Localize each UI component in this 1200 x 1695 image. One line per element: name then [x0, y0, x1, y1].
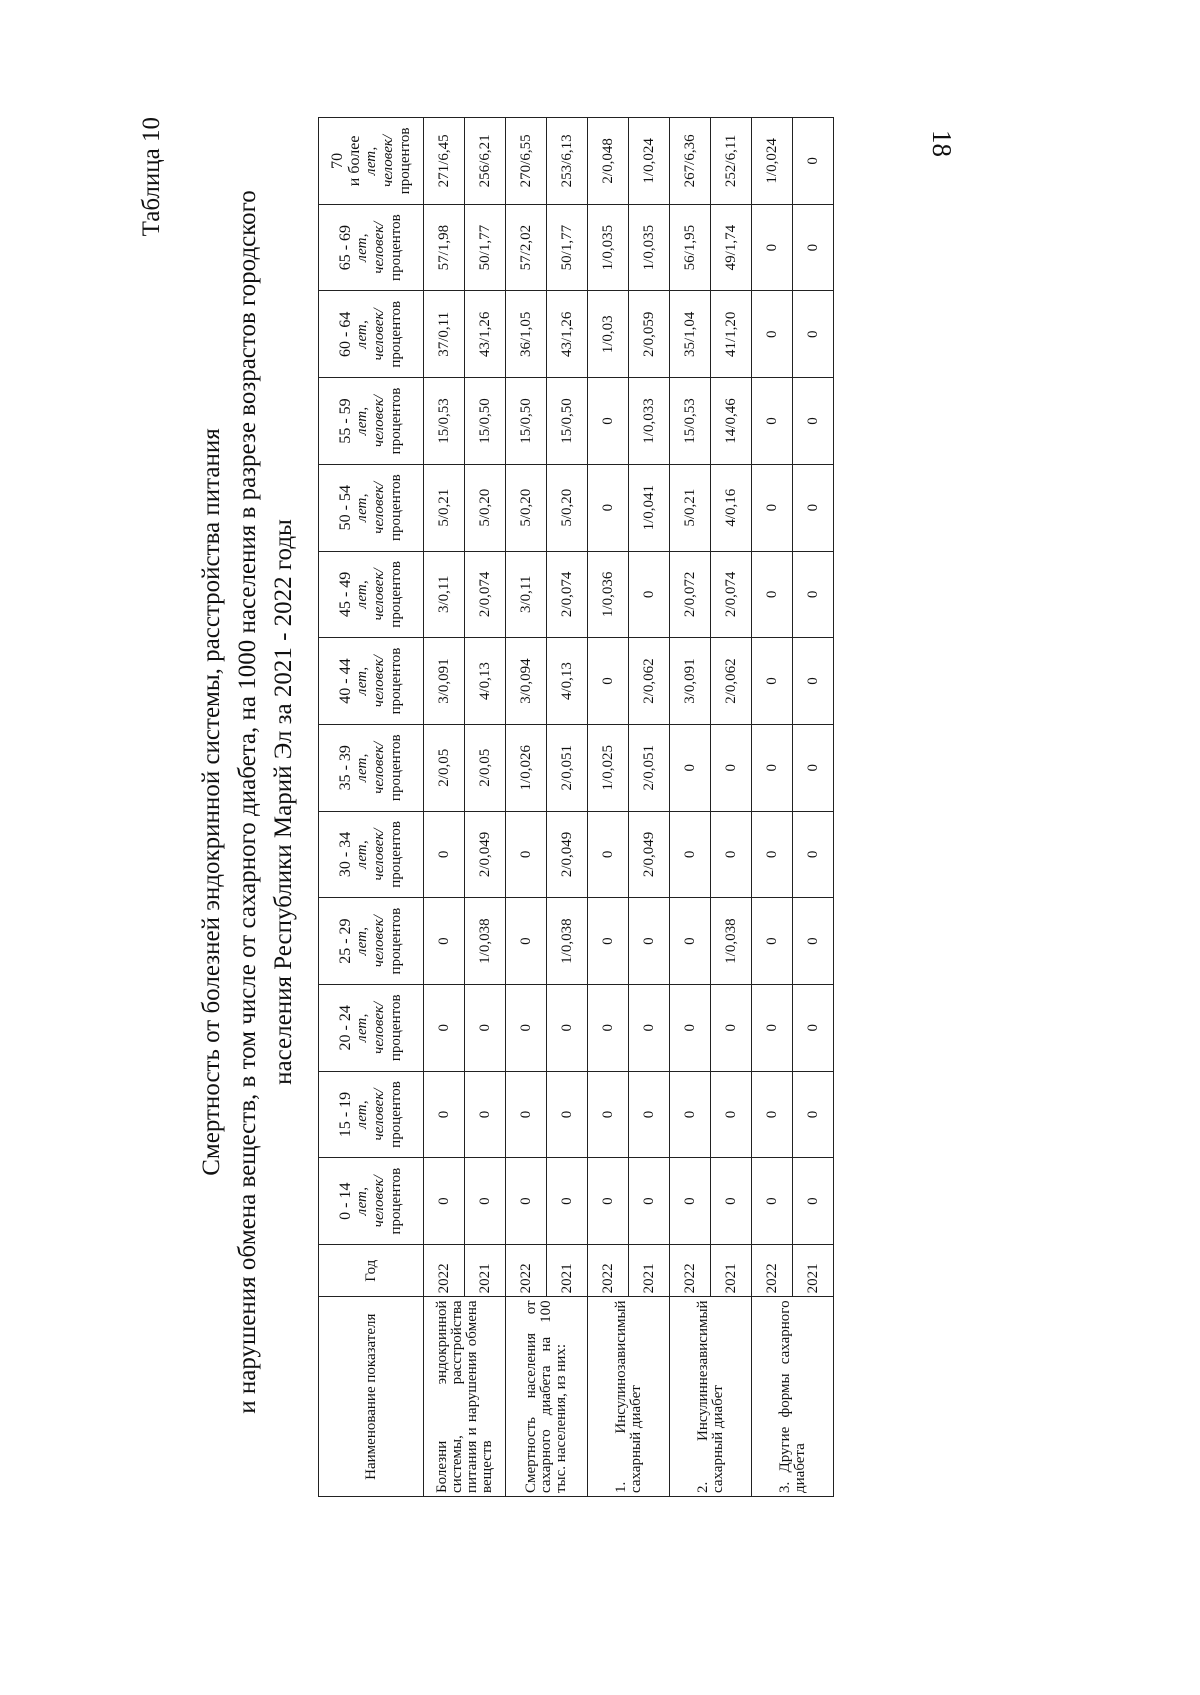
unit-line: лет,	[354, 666, 370, 696]
value-cell: 0	[506, 898, 547, 985]
value-cell: 0	[465, 1158, 506, 1245]
value-cell: 36/1,05	[506, 291, 547, 378]
value-cell: 15/0,50	[465, 378, 506, 465]
value-cell: 3/0,091	[424, 638, 465, 725]
unit-line: процентов	[388, 214, 404, 281]
indicator-name: Болезни эндокринной системы, расстройства питания и нарушения обмена веществ	[424, 1297, 506, 1497]
title-line: и нарушения обмена веществ, в том числе от сахарного диабета, на 1000 населения в разрезе возрастов городского	[234, 190, 261, 1414]
value-cell: 5/0,20	[547, 464, 588, 551]
value-cell: 0	[711, 1071, 752, 1158]
value-cell: 0	[670, 811, 711, 898]
value-cell: 2/0,051	[547, 724, 588, 811]
value-cell: 0	[752, 464, 793, 551]
value-cell: 0	[752, 984, 793, 1071]
value-cell: 0	[588, 1158, 629, 1245]
value-cell: 0	[793, 898, 834, 985]
value-cell: 1/0,035	[629, 204, 670, 291]
value-cell: 1/0,036	[588, 551, 629, 638]
age-range: 70	[328, 152, 346, 169]
value-cell: 2/0,05	[424, 724, 465, 811]
unit-line: процентов	[388, 821, 404, 888]
value-cell: 252/6,11	[711, 118, 752, 205]
value-cell: 0	[711, 811, 752, 898]
value-cell: 43/1,26	[465, 291, 506, 378]
unit-line: лет,	[354, 1013, 370, 1042]
value-cell: 35/1,04	[670, 291, 711, 378]
value-cell: 0	[588, 464, 629, 551]
value-cell: 57/2,02	[506, 204, 547, 291]
value-cell: 1/0,025	[588, 724, 629, 811]
unit-line: процентов	[388, 387, 404, 455]
header-age-30-34	[319, 811, 424, 898]
value-cell: 0	[752, 204, 793, 291]
value-cell: 1/0,024	[629, 118, 670, 205]
header-year: Год	[319, 1245, 424, 1297]
value-cell: 0	[793, 1071, 834, 1158]
age-range: 35 - 39	[337, 745, 354, 791]
unit-line: человек/	[379, 134, 396, 187]
age-range: 20 - 24	[337, 1005, 354, 1051]
header-name: Наименование показателя	[319, 1297, 424, 1497]
value-cell: 256/6,21	[465, 118, 506, 205]
table-row	[588, 118, 629, 1497]
table-label: Таблица 10	[138, 117, 165, 237]
value-cell: 0	[752, 724, 793, 811]
unit-line: процентов	[388, 994, 404, 1062]
value-cell: 253/6,13	[547, 118, 588, 205]
value-cell: 2/0,074	[465, 551, 506, 638]
value-cell: 0	[547, 984, 588, 1071]
value-cell: 2/0,072	[670, 551, 711, 638]
value-cell: 1/0,038	[547, 898, 588, 985]
value-cell: 50/1,77	[547, 204, 588, 291]
unit-line: человек/	[371, 481, 387, 534]
unit-line: лет,	[354, 1100, 370, 1129]
unit-line: процентов	[396, 127, 413, 195]
unit-line: лет,	[354, 840, 370, 869]
value-cell: 2/0,059	[629, 291, 670, 378]
value-cell: 41/1,20	[711, 291, 752, 378]
value-cell: 0	[506, 811, 547, 898]
value-cell: 0	[752, 638, 793, 725]
value-cell: 0	[752, 551, 793, 638]
unit-line: лет,	[354, 233, 370, 262]
header-age-45-49	[319, 551, 424, 638]
header-age-40-44	[319, 638, 424, 725]
value-cell: 0	[670, 724, 711, 811]
value-cell: 0	[588, 638, 629, 725]
age-range: 45 - 49	[337, 571, 354, 618]
unit-line: человек/	[371, 1001, 387, 1054]
unit-line: лет,	[354, 406, 370, 436]
value-cell: 0	[588, 1071, 629, 1158]
value-cell: 1/0,038	[711, 898, 752, 985]
value-cell: 5/0,21	[424, 464, 465, 551]
value-cell: 1/0,033	[629, 378, 670, 465]
unit-line: процентов	[388, 1167, 404, 1235]
value-cell: 0	[752, 378, 793, 465]
value-cell: 0	[711, 984, 752, 1071]
value-cell: 0	[793, 118, 834, 205]
year-cell: 2022	[752, 1245, 793, 1297]
value-cell: 1/0,038	[465, 898, 506, 985]
value-cell: 3/0,11	[506, 551, 547, 638]
rotated-page-content	[130, 107, 1010, 1497]
value-cell: 5/0,20	[465, 464, 506, 551]
age-range: 30 - 34	[337, 831, 354, 878]
value-cell: 0	[588, 898, 629, 985]
value-cell: 0	[752, 898, 793, 985]
title-line: населения Республики Марий Эл за 2021 - 2022 годы	[270, 519, 297, 1085]
value-cell: 0	[424, 984, 465, 1071]
value-cell: 0	[629, 1071, 670, 1158]
value-cell: 270/6,55	[506, 118, 547, 205]
value-cell: 0	[670, 984, 711, 1071]
value-cell: 57/1,98	[424, 204, 465, 291]
value-cell: 0	[424, 1071, 465, 1158]
indicator-name: 3. Другие формы сахарного диабета	[752, 1297, 834, 1497]
unit-line: человек/	[371, 568, 387, 621]
value-cell: 2/0,062	[711, 638, 752, 725]
value-cell: 0	[711, 1158, 752, 1245]
value-cell: 0	[793, 464, 834, 551]
value-cell: 0	[752, 291, 793, 378]
value-cell: 0	[793, 378, 834, 465]
value-cell: 1/0,041	[629, 464, 670, 551]
value-cell: 2/0,051	[629, 724, 670, 811]
value-cell: 2/0,048	[588, 118, 629, 205]
mortality-table	[318, 117, 834, 1497]
value-cell: 2/0,074	[711, 551, 752, 638]
year-cell: 2021	[711, 1245, 752, 1297]
value-cell: 0	[629, 984, 670, 1071]
value-cell: 0	[424, 1158, 465, 1245]
value-cell: 0	[547, 1071, 588, 1158]
header-row	[319, 118, 424, 1497]
value-cell: 0	[465, 1071, 506, 1158]
value-cell: 0	[752, 1071, 793, 1158]
value-cell: 0	[424, 811, 465, 898]
value-cell: 1/0,024	[752, 118, 793, 205]
value-cell: 0	[588, 811, 629, 898]
value-cell: 0	[670, 1158, 711, 1245]
value-cell: 14/0,46	[711, 378, 752, 465]
value-cell: 0	[793, 291, 834, 378]
value-cell: 2/0,05	[465, 724, 506, 811]
unit-line: процентов	[388, 1081, 404, 1148]
value-cell: 0	[506, 984, 547, 1071]
age-range: 40 - 44	[337, 658, 354, 704]
value-cell: 15/0,50	[506, 378, 547, 465]
header-age-55-59	[319, 378, 424, 465]
indicator-name: 2. Инсулиннезависимый сахарный диабет	[670, 1297, 752, 1497]
value-cell: 15/0,53	[424, 378, 465, 465]
value-cell: 0	[711, 724, 752, 811]
table-row	[506, 118, 547, 1497]
year-cell: 2022	[506, 1245, 547, 1297]
unit-line: лет,	[354, 580, 370, 609]
value-cell: 50/1,77	[465, 204, 506, 291]
unit-line: процентов	[388, 734, 404, 802]
year-cell: 2021	[547, 1245, 588, 1297]
unit-line: человек/	[371, 828, 387, 881]
header-age-20-24	[319, 984, 424, 1071]
value-cell: 267/6,36	[670, 118, 711, 205]
age-range: 0 - 14	[337, 1182, 354, 1220]
age-range: 60 - 64	[337, 311, 354, 357]
unit-line: процентов	[388, 907, 404, 975]
value-cell: 0	[793, 638, 834, 725]
unit-line: лет,	[354, 493, 370, 522]
value-cell: 4/0,13	[465, 638, 506, 725]
value-cell: 5/0,20	[506, 464, 547, 551]
title-line: Смертность от болезней эндокринной системы, расстройства питания	[198, 428, 225, 1176]
value-cell: 2/0,074	[547, 551, 588, 638]
value-cell: 2/0,049	[629, 811, 670, 898]
header-age-25-29	[319, 898, 424, 985]
unit-line: лет,	[362, 146, 379, 176]
age-range: 55 - 59	[337, 398, 354, 444]
value-cell: 15/0,50	[547, 378, 588, 465]
header-age-35-39	[319, 724, 424, 811]
value-cell: 0	[506, 1071, 547, 1158]
value-cell: 2/0,062	[629, 638, 670, 725]
unit-line: процентов	[388, 474, 404, 542]
header-age-50-54	[319, 464, 424, 551]
indicator-name: 1. Инсулинозависимый сахарный диабет	[588, 1297, 670, 1497]
unit-line: человек/	[371, 394, 387, 447]
value-cell: 3/0,11	[424, 551, 465, 638]
year-cell: 2021	[793, 1245, 834, 1297]
value-cell: 4/0,16	[711, 464, 752, 551]
year-cell: 2022	[588, 1245, 629, 1297]
value-cell: 3/0,094	[506, 638, 547, 725]
value-cell: 0	[793, 724, 834, 811]
value-cell: 0	[670, 898, 711, 985]
unit-line: лет,	[354, 926, 370, 956]
value-cell: 5/0,21	[670, 464, 711, 551]
value-cell: 0	[793, 204, 834, 291]
value-cell: 2/0,049	[465, 811, 506, 898]
value-cell: 1/0,026	[506, 724, 547, 811]
unit-line: человек/	[371, 655, 387, 708]
unit-line: лет,	[354, 1187, 370, 1216]
unit-line: лет,	[354, 320, 370, 349]
value-cell: 1/0,03	[588, 291, 629, 378]
value-cell: 0	[752, 811, 793, 898]
value-cell: 43/1,26	[547, 291, 588, 378]
value-cell: 0	[506, 1158, 547, 1245]
value-cell: 4/0,13	[547, 638, 588, 725]
age-range: 25 - 29	[337, 918, 354, 964]
header-age-70-plus	[319, 118, 424, 205]
value-cell: 49/1,74	[711, 204, 752, 291]
value-cell: 1/0,035	[588, 204, 629, 291]
unit-line: человек/	[371, 915, 387, 968]
header-age-60-64	[319, 291, 424, 378]
unit-line: человек/	[371, 1175, 387, 1228]
year-cell: 2021	[465, 1245, 506, 1297]
age-range: 50 - 54	[337, 485, 354, 531]
table-title	[194, 107, 302, 1497]
table-row	[629, 118, 670, 1497]
value-cell: 0	[793, 1158, 834, 1245]
table-row	[465, 118, 506, 1497]
value-cell: 3/0,091	[670, 638, 711, 725]
value-cell: 0	[465, 984, 506, 1071]
table-row	[793, 118, 834, 1497]
value-cell: 0	[588, 984, 629, 1071]
header-age-15-19	[319, 1071, 424, 1158]
value-cell: 0	[629, 898, 670, 985]
value-cell: 0	[670, 1071, 711, 1158]
table-body	[424, 118, 834, 1497]
unit-line: процентов	[388, 561, 404, 628]
value-cell: 0	[588, 378, 629, 465]
value-cell: 56/1,95	[670, 204, 711, 291]
value-cell: 0	[547, 1158, 588, 1245]
unit-line: человек/	[371, 221, 387, 274]
value-cell: 15/0,53	[670, 378, 711, 465]
header-age-65-69	[319, 204, 424, 291]
year-cell: 2022	[670, 1245, 711, 1297]
indicator-name: Смертность населения от сахарного диабета на 100 тыс. населения, из них:	[506, 1297, 588, 1497]
page-number: 18	[927, 130, 957, 157]
unit-line: процентов	[388, 647, 404, 715]
table-row	[752, 118, 793, 1497]
year-cell: 2021	[629, 1245, 670, 1297]
header-age-0-14	[319, 1158, 424, 1245]
value-cell: 0	[793, 811, 834, 898]
value-cell: 0	[793, 984, 834, 1071]
unit-line: человек/	[371, 1088, 387, 1141]
unit-line: человек/	[371, 308, 387, 361]
table-row	[547, 118, 588, 1497]
unit-line: человек/	[371, 741, 387, 794]
value-cell: 37/0,11	[424, 291, 465, 378]
value-cell: 271/6,45	[424, 118, 465, 205]
unit-line: процентов	[388, 300, 404, 368]
unit-line: лет,	[354, 753, 370, 782]
value-cell: 0	[424, 898, 465, 985]
value-cell: 0	[752, 1158, 793, 1245]
value-cell: 0	[793, 551, 834, 638]
value-cell: 0	[629, 1158, 670, 1245]
table-row	[711, 118, 752, 1497]
table-row	[424, 118, 465, 1497]
age-range: и более	[345, 135, 363, 187]
value-cell: 2/0,049	[547, 811, 588, 898]
table-row	[670, 118, 711, 1497]
year-cell: 2022	[424, 1245, 465, 1297]
age-range: 65 - 69	[337, 224, 354, 271]
age-range: 15 - 19	[337, 1091, 354, 1138]
value-cell: 0	[629, 551, 670, 638]
